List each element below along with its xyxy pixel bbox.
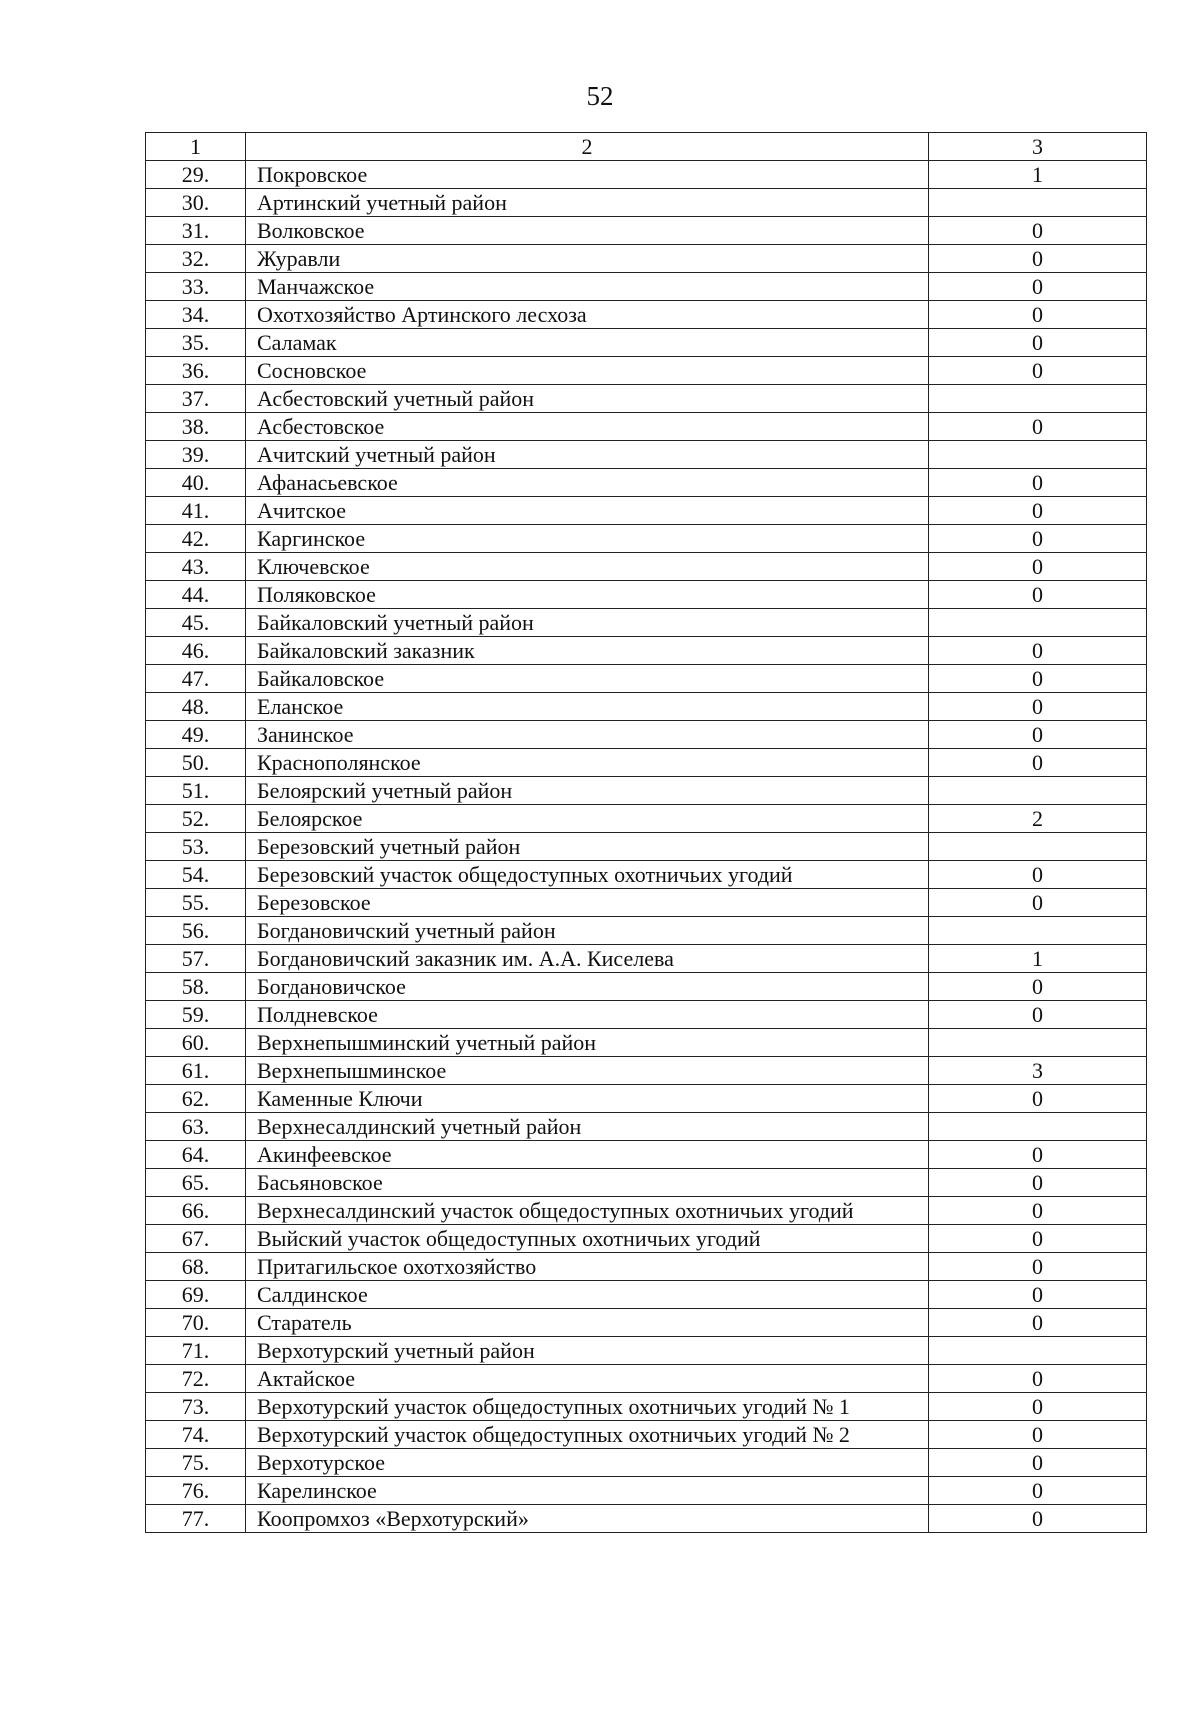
table-row [146,301,1147,329]
row-value: 0 [929,273,1147,301]
row-value: 0 [929,1309,1147,1337]
row-name: Верхотурский участок общедоступных охотничьих угодий № 1 [246,1393,929,1421]
row-name: Салдинское [246,1281,929,1309]
row-name: Байкаловский учетный район [246,609,929,637]
row-number: 43. [146,553,246,581]
row-name: Акинфеевское [246,1141,929,1169]
row-number: 46. [146,637,246,665]
table-row [146,1337,1147,1365]
row-value: 0 [929,693,1147,721]
row-value: 0 [929,469,1147,497]
row-name: Верхнепышминское [246,1057,929,1085]
row-number: 63. [146,1113,246,1141]
table-row [146,1393,1147,1421]
row-number: 33. [146,273,246,301]
row-name: Березовский учетный район [246,833,929,861]
row-name: Занинское [246,721,929,749]
row-number: 51. [146,777,246,805]
row-value: 2 [929,805,1147,833]
row-number: 53. [146,833,246,861]
row-number: 54. [146,861,246,889]
table-row [146,945,1147,973]
row-value [929,1337,1147,1365]
row-name: Богдановичский учетный район [246,917,929,945]
row-number: 35. [146,329,246,357]
row-number: 74. [146,1421,246,1449]
table-body [146,133,1147,1533]
row-value: 1 [929,945,1147,973]
column-header-number: 1 [146,133,246,161]
row-value [929,917,1147,945]
row-number: 66. [146,1197,246,1225]
table-row [146,441,1147,469]
row-number: 36. [146,357,246,385]
row-value: 0 [929,1225,1147,1253]
row-name: Каргинское [246,525,929,553]
row-name: Полдневское [246,1001,929,1029]
row-name: Охотхозяйство Артинского лесхоза [246,301,929,329]
row-number: 68. [146,1253,246,1281]
row-value: 0 [929,217,1147,245]
row-value [929,385,1147,413]
table-row [146,1197,1147,1225]
row-value: 0 [929,1393,1147,1421]
table-row [146,1029,1147,1057]
data-table [145,132,1147,1533]
row-value [929,189,1147,217]
row-number: 55. [146,889,246,917]
table-row [146,609,1147,637]
table-row [146,805,1147,833]
row-name: Выйский участок общедоступных охотничьих угодий [246,1225,929,1253]
table-header-row [146,133,1147,161]
row-value [929,777,1147,805]
table-row [146,1449,1147,1477]
row-value: 0 [929,1085,1147,1113]
row-value: 0 [929,861,1147,889]
row-name: Байкаловский заказник [246,637,929,665]
row-name: Старатель [246,1309,929,1337]
row-value: 0 [929,525,1147,553]
row-number: 34. [146,301,246,329]
table-row [146,1141,1147,1169]
row-name: Асбестовский учетный район [246,385,929,413]
table-row [146,413,1147,441]
row-value: 0 [929,749,1147,777]
row-number: 57. [146,945,246,973]
row-number: 32. [146,245,246,273]
row-name: Каменные Ключи [246,1085,929,1113]
row-name: Карелинское [246,1477,929,1505]
row-name: Богдановичское [246,973,929,1001]
table-row [146,665,1147,693]
row-number: 67. [146,1225,246,1253]
row-number: 39. [146,441,246,469]
row-value: 0 [929,1449,1147,1477]
row-name: Притагильское охотхозяйство [246,1253,929,1281]
table-row [146,273,1147,301]
table-row [146,973,1147,1001]
table-row [146,1225,1147,1253]
row-name: Волковское [246,217,929,245]
row-number: 37. [146,385,246,413]
row-number: 58. [146,973,246,1001]
row-number: 30. [146,189,246,217]
row-value: 0 [929,1421,1147,1449]
row-value: 3 [929,1057,1147,1085]
table-row [146,581,1147,609]
table-row [146,1421,1147,1449]
table-row [146,1113,1147,1141]
row-number: 42. [146,525,246,553]
table-row [146,1169,1147,1197]
row-name: Сосновское [246,357,929,385]
row-number: 65. [146,1169,246,1197]
table-row [146,1085,1147,1113]
row-value: 0 [929,1197,1147,1225]
row-value: 1 [929,161,1147,189]
row-value: 0 [929,1169,1147,1197]
row-name: Белоярское [246,805,929,833]
row-value: 0 [929,665,1147,693]
table-row [146,1477,1147,1505]
row-name: Белоярский учетный район [246,777,929,805]
row-value: 0 [929,1505,1147,1533]
table-row [146,693,1147,721]
table-row [146,1281,1147,1309]
page-number: 52 [586,81,614,111]
table-row [146,217,1147,245]
row-name: Журавли [246,245,929,273]
row-number: 45. [146,609,246,637]
row-value [929,1113,1147,1141]
row-name: Еланское [246,693,929,721]
row-name: Березовское [246,889,929,917]
row-name: Краснополянское [246,749,929,777]
row-value: 0 [929,1253,1147,1281]
row-number: 64. [146,1141,246,1169]
table-row [146,721,1147,749]
row-value: 0 [929,497,1147,525]
row-value [929,833,1147,861]
table-row [146,637,1147,665]
row-number: 31. [146,217,246,245]
table-row [146,189,1147,217]
row-value: 0 [929,329,1147,357]
row-number: 50. [146,749,246,777]
row-number: 77. [146,1505,246,1533]
table-row [146,861,1147,889]
table-row [146,749,1147,777]
table-row [146,553,1147,581]
table-row [146,777,1147,805]
table-row [146,497,1147,525]
row-number: 61. [146,1057,246,1085]
row-name: Богдановичский заказник им. А.А. Киселева [246,945,929,973]
row-name: Коопромхоз «Верхотурский» [246,1505,929,1533]
row-value: 0 [929,553,1147,581]
row-number: 59. [146,1001,246,1029]
row-number: 40. [146,469,246,497]
row-name: Верхотурский участок общедоступных охотничьих угодий № 2 [246,1421,929,1449]
row-name: Верхнепышминский учетный район [246,1029,929,1057]
row-name: Актайское [246,1365,929,1393]
row-name: Басьяновское [246,1169,929,1197]
row-name: Покровское [246,161,929,189]
row-name: Березовский участок общедоступных охотничьих угодий [246,861,929,889]
row-name: Верхотурский учетный район [246,1337,929,1365]
table-row [146,1001,1147,1029]
column-header-value: 3 [929,133,1147,161]
row-name: Ачитский учетный район [246,441,929,469]
row-name: Байкаловское [246,665,929,693]
row-name: Верхнесалдинский учетный район [246,1113,929,1141]
row-value: 0 [929,1141,1147,1169]
row-number: 29. [146,161,246,189]
table-row [146,1309,1147,1337]
table-row [146,161,1147,189]
table-row [146,1253,1147,1281]
row-name: Поляковское [246,581,929,609]
row-name: Ключевское [246,553,929,581]
row-number: 41. [146,497,246,525]
row-name: Артинский учетный район [246,189,929,217]
table-row [146,889,1147,917]
row-value [929,441,1147,469]
row-number: 44. [146,581,246,609]
row-value [929,1029,1147,1057]
table-row [146,917,1147,945]
table-row [146,469,1147,497]
table-row [146,1365,1147,1393]
row-name: Саламак [246,329,929,357]
row-number: 72. [146,1365,246,1393]
row-value: 0 [929,413,1147,441]
row-number: 38. [146,413,246,441]
row-number: 60. [146,1029,246,1057]
row-number: 52. [146,805,246,833]
row-value: 0 [929,1281,1147,1309]
row-name: Асбестовское [246,413,929,441]
row-value: 0 [929,1001,1147,1029]
row-number: 62. [146,1085,246,1113]
row-value: 0 [929,357,1147,385]
row-number: 70. [146,1309,246,1337]
table-row [146,329,1147,357]
table-row [146,385,1147,413]
table-row [146,1505,1147,1533]
row-number: 49. [146,721,246,749]
table-row [146,357,1147,385]
row-value: 0 [929,637,1147,665]
row-value: 0 [929,1477,1147,1505]
row-value: 0 [929,1365,1147,1393]
row-number: 71. [146,1337,246,1365]
row-value: 0 [929,581,1147,609]
row-number: 48. [146,693,246,721]
row-value: 0 [929,245,1147,273]
row-name: Ачитское [246,497,929,525]
row-number: 69. [146,1281,246,1309]
row-number: 47. [146,665,246,693]
table-row [146,833,1147,861]
row-value: 0 [929,721,1147,749]
table-row [146,245,1147,273]
row-value: 0 [929,889,1147,917]
row-name: Верхотурское [246,1449,929,1477]
row-number: 56. [146,917,246,945]
row-value [929,609,1147,637]
row-value: 0 [929,973,1147,1001]
column-header-name: 2 [246,133,929,161]
row-number: 76. [146,1477,246,1505]
table-row [146,525,1147,553]
row-name: Афанасьевское [246,469,929,497]
row-number: 73. [146,1393,246,1421]
table-row [146,1057,1147,1085]
row-name: Манчажское [246,273,929,301]
row-number: 75. [146,1449,246,1477]
row-value: 0 [929,301,1147,329]
row-name: Верхнесалдинский участок общедоступных охотничьих угодий [246,1197,929,1225]
